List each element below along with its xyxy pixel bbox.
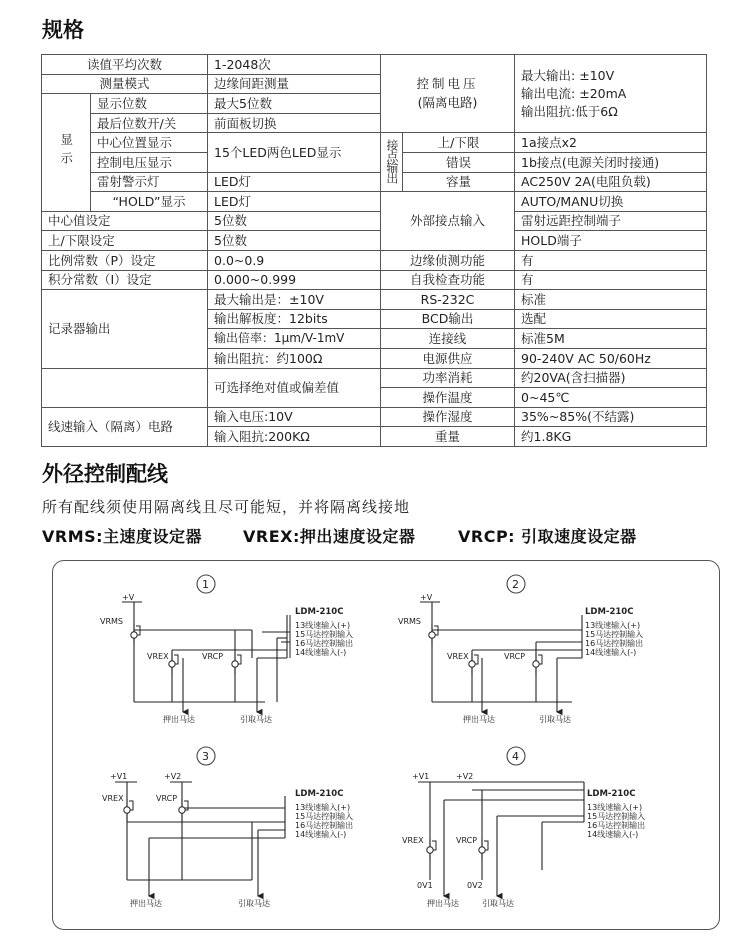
table-row bbox=[42, 192, 707, 212]
terminal-label: 14线速输入(-) bbox=[587, 830, 639, 839]
terminal-label: 13线速输入(+) bbox=[295, 621, 351, 630]
spec-value: 最大输出是：±10V bbox=[208, 290, 381, 310]
spec-key: 读值平均次数 bbox=[42, 55, 208, 75]
diagram-number: 1 bbox=[202, 578, 209, 591]
spec-key: 显示位数 bbox=[91, 94, 208, 114]
spec-value: 1b接点(电源关闭时接通) bbox=[515, 152, 707, 172]
table-row bbox=[42, 368, 707, 388]
label-model: LDM-210C bbox=[585, 607, 634, 617]
terminal-label: 16马达控制输出 bbox=[295, 821, 354, 830]
ctrl-voltage-label: 控制电压 (隔离电路) bbox=[381, 55, 515, 133]
spec-value: 前面板切换 bbox=[208, 113, 381, 133]
spec-key: 测量模式 bbox=[42, 74, 208, 94]
label-0v2: 0V2 bbox=[467, 881, 483, 890]
terminal-label: 16马达控制输出 bbox=[585, 639, 644, 648]
terminal-label: 15马达控制输入 bbox=[295, 812, 354, 821]
ctrl-voltage-value: 最大输出: ±10V 输出电流: ±20mA 输出阻抗:低于6Ω bbox=[515, 55, 707, 133]
label-vrex: VREX bbox=[447, 652, 469, 661]
terminal-label: 16马达控制输出 bbox=[587, 821, 646, 830]
label-plus-v2: +V2 bbox=[164, 772, 182, 781]
spec-value: 雷射远距控制端子 bbox=[515, 211, 707, 231]
spec-value: 5位数 bbox=[208, 211, 381, 231]
spec-value: 0~45℃ bbox=[515, 388, 707, 408]
spec-value: 输入电压:10V bbox=[208, 407, 381, 427]
spec-value: 可选择绝对值或偏差值 bbox=[208, 368, 381, 407]
spec-value: 标准5M bbox=[515, 329, 707, 349]
spec-key: 中心位置显示 bbox=[91, 133, 208, 153]
spec-value: LED灯 bbox=[208, 172, 381, 192]
table-row bbox=[42, 290, 707, 310]
table-row bbox=[42, 407, 707, 427]
spec-value: LED灯 bbox=[208, 192, 381, 212]
spec-value: 约20VA(含扫描器) bbox=[515, 368, 707, 388]
wiring-diagrams bbox=[52, 560, 722, 932]
spec-value: HOLD端子 bbox=[515, 231, 707, 251]
spec-key: BCD输出 bbox=[381, 309, 515, 329]
spec-key: 中心值设定 bbox=[42, 211, 208, 231]
spec-key: 积分常数（I）设定 bbox=[42, 270, 208, 290]
diagram-number: 2 bbox=[512, 578, 519, 591]
terminal-label: 14线速输入(-) bbox=[295, 830, 347, 839]
table-row bbox=[42, 270, 707, 290]
label-motor-take: 引取马达 bbox=[238, 899, 270, 908]
ext-contact-label: 外部接点输入 bbox=[381, 192, 515, 251]
label-vrex: VREX bbox=[147, 652, 169, 661]
display-group-label: 显示 bbox=[42, 94, 91, 212]
spec-key: 错误 bbox=[403, 152, 515, 172]
label-motor-take: 引取马达 bbox=[240, 715, 272, 724]
label-vrcp: VRCP bbox=[504, 652, 526, 661]
spec-key: 比例常数（P）设定 bbox=[42, 250, 208, 270]
label-plus-v: +V bbox=[420, 593, 433, 602]
label-motor-out: 押出马达 bbox=[463, 715, 495, 724]
label-plus-v1: +V1 bbox=[110, 772, 128, 781]
label-motor-take: 引取马达 bbox=[482, 899, 514, 908]
spec-value: 1-2048次 bbox=[208, 55, 381, 75]
terminal-label: 14线速输入(-) bbox=[585, 648, 637, 657]
terminal-label: 13线速输入(+) bbox=[295, 803, 351, 812]
controller-vrcp: VRCP: 引取速度设定器 bbox=[458, 527, 637, 546]
terminal-label: 16马达控制输出 bbox=[295, 639, 354, 648]
table-row bbox=[42, 172, 707, 192]
table-row bbox=[42, 231, 707, 251]
terminal-label: 15马达控制输入 bbox=[295, 630, 354, 639]
spec-table bbox=[41, 54, 707, 447]
spec-value: 最大5位数 bbox=[208, 94, 381, 114]
label-plus-v2: +V2 bbox=[456, 772, 474, 781]
table-row bbox=[42, 133, 707, 153]
label-plus-v: +V bbox=[122, 593, 135, 602]
spec-key: 上/下限设定 bbox=[42, 231, 208, 251]
spec-value: 15个LED两色LED显示 bbox=[208, 133, 381, 172]
spec-value: 输出解板度：12bits bbox=[208, 309, 381, 329]
label-vrex: VREX bbox=[402, 836, 424, 845]
spec-key: 上/下限 bbox=[403, 133, 515, 153]
label-vrcp: VRCP bbox=[202, 652, 224, 661]
spec-key: 自我检查功能 bbox=[381, 270, 515, 290]
spec-key: 连接线 bbox=[381, 329, 515, 349]
spec-value: 有 bbox=[515, 270, 707, 290]
spec-value: AUTO/MANU切换 bbox=[515, 192, 707, 212]
label-motor-out: 押出马达 bbox=[427, 899, 459, 908]
diagram-number: 4 bbox=[512, 750, 519, 763]
spec-key: 操作温度 bbox=[381, 388, 515, 408]
wiring-title: 外径控制配线 bbox=[42, 462, 168, 486]
label-vrex: VREX bbox=[102, 794, 124, 803]
spec-key: 电源供应 bbox=[381, 348, 515, 368]
diagram-1 bbox=[122, 575, 287, 712]
line-speed-label: 线速输入（隔离）电路 bbox=[42, 407, 208, 446]
terminal-label: 15马达控制输入 bbox=[585, 630, 644, 639]
spec-value: 5位数 bbox=[208, 231, 381, 251]
terminal-label: 15马达控制输入 bbox=[587, 812, 646, 821]
spec-value: 90-240V AC 50/60Hz bbox=[515, 348, 707, 368]
table-row bbox=[42, 55, 707, 75]
recorder-label: 记录器输出 bbox=[42, 290, 208, 368]
spec-key: “HOLD”显示 bbox=[91, 192, 208, 212]
spec-value: 1a接点x2 bbox=[515, 133, 707, 153]
spec-value: 35%~85%(不结露) bbox=[515, 407, 707, 427]
spec-key: 雷射警示灯 bbox=[91, 172, 208, 192]
spec-value: 标准 bbox=[515, 290, 707, 310]
label-plus-v1: +V1 bbox=[412, 772, 430, 781]
terminal-label: 14线速输入(-) bbox=[295, 648, 347, 657]
spec-key: RS-232C bbox=[381, 290, 515, 310]
spec-value: 有 bbox=[515, 250, 707, 270]
terminal-label: 13线速输入(+) bbox=[585, 621, 641, 630]
label-model: LDM-210C bbox=[295, 789, 344, 799]
spec-key: 功率消耗 bbox=[381, 368, 515, 388]
spec-value: 0.000~0.999 bbox=[208, 270, 381, 290]
label-motor-out: 押出马达 bbox=[163, 715, 195, 724]
label-motor-out: 押出马达 bbox=[130, 899, 162, 908]
spec-key: 操作湿度 bbox=[381, 407, 515, 427]
table-row bbox=[42, 250, 707, 270]
recorder-label-cont bbox=[42, 368, 208, 407]
spec-key: 重量 bbox=[381, 427, 515, 447]
diagram-number: 3 bbox=[202, 750, 209, 763]
label-model: LDM-210C bbox=[295, 607, 344, 617]
label-vrcp: VRCP bbox=[156, 794, 178, 803]
wiring-note: 所有配线须使用隔离线且尽可能短，并将隔离线接地 bbox=[42, 498, 411, 516]
table-row bbox=[42, 211, 707, 231]
terminal-label: 13线速输入(+) bbox=[587, 803, 643, 812]
label-motor-take: 引取马达 bbox=[539, 715, 571, 724]
spec-key: 最后位数开/关 bbox=[91, 113, 208, 133]
diagram-2 bbox=[420, 575, 582, 712]
spec-value: 输出阻抗：约100Ω bbox=[208, 348, 381, 368]
label-0v1: 0V1 bbox=[417, 881, 433, 890]
diagram-4 bbox=[418, 747, 584, 896]
spec-title: 规格 bbox=[42, 18, 84, 42]
spec-value: 边缘间距测量 bbox=[208, 74, 381, 94]
spec-value: AC250V 2A(电阻负载) bbox=[515, 172, 707, 192]
label-vrcp: VRCP bbox=[456, 836, 478, 845]
spec-value: 选配 bbox=[515, 309, 707, 329]
controller-vrms: VRMS:主速度设定器 bbox=[42, 527, 203, 546]
label-vrms: VRMS bbox=[100, 617, 124, 626]
label-vrms: VRMS bbox=[398, 617, 422, 626]
diagram-3 bbox=[115, 747, 285, 896]
spec-key: 边缘侦测功能 bbox=[381, 250, 515, 270]
spec-value: 约1.8KG bbox=[515, 427, 707, 447]
controller-vrex: VREX:押出速度设定器 bbox=[243, 527, 416, 546]
spec-key: 容量 bbox=[403, 172, 515, 192]
spec-value: 0.0~0.9 bbox=[208, 250, 381, 270]
contact-output-group-label: 接点输出 bbox=[381, 133, 403, 192]
label-model: LDM-210C bbox=[587, 789, 636, 799]
spec-value: 输入阻抗:200KΩ bbox=[208, 427, 381, 447]
spec-key: 控制电压显示 bbox=[91, 152, 208, 172]
spec-value: 输出倍率：1μm/V-1mV bbox=[208, 329, 381, 349]
